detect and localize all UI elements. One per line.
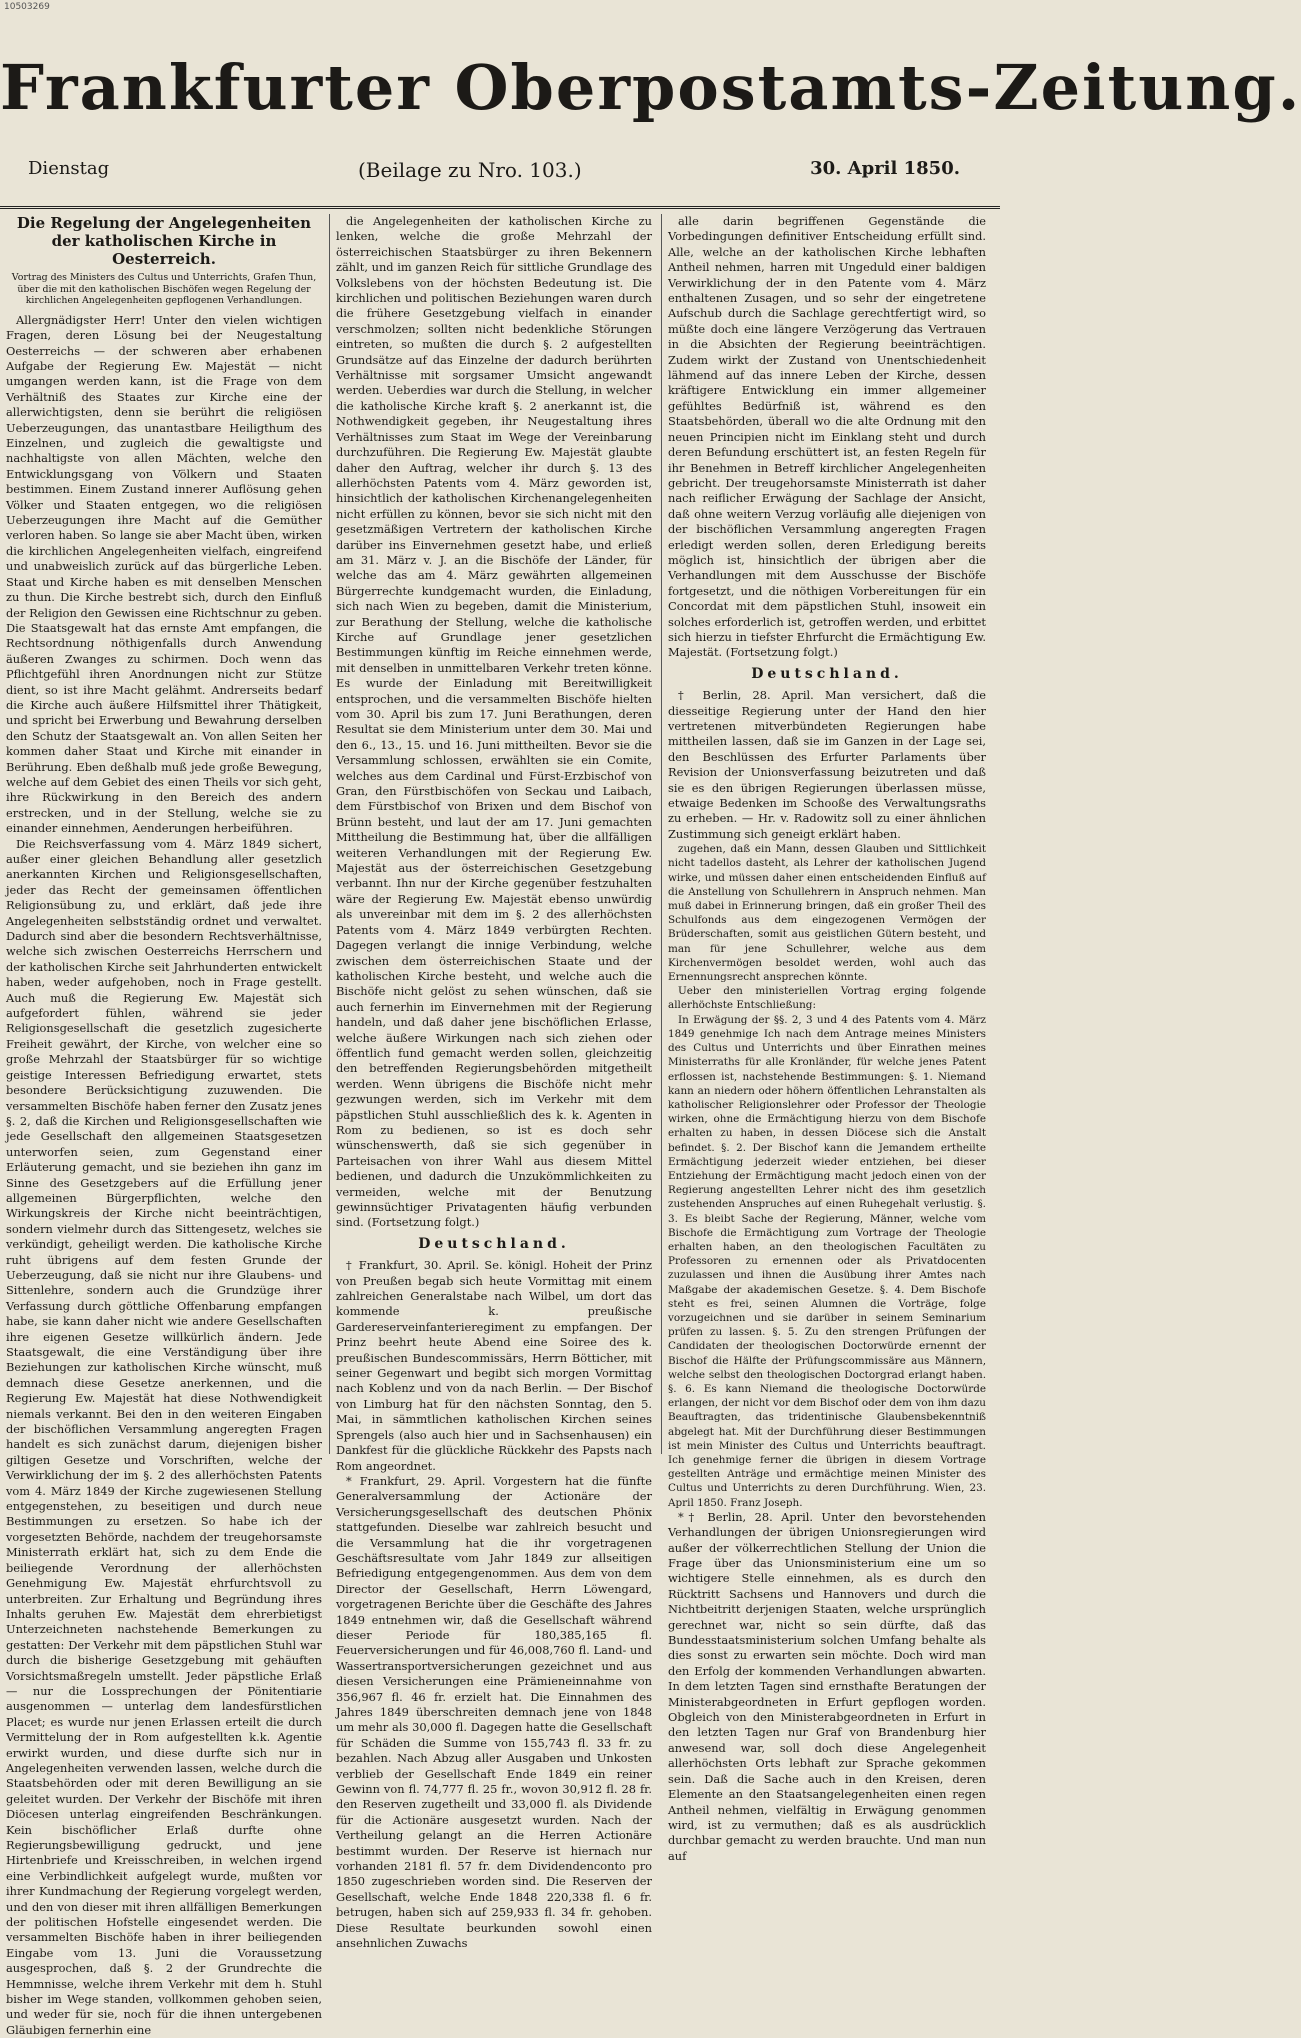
news-item: Ueber den ministeriellen Vortrag erging folgende allerhöchste Entschließung: <box>668 985 986 1012</box>
news-item: * Frankfurt, 29. April. Vorgestern hat die fünfte Generalversammlung der Actionäre der Versicherungsgesellschaft des deutschen Phönix stattgefunden. Dieselbe war zahlreich besucht und die Versammlung hat die ihr vorgetragenen Geschäftsresultate vom Jahr 1849 zur allseitigen Befriedigung entgegengenommen. Aus dem von dem Director der Gesellschaft, Herrn Löwengard, vorgetragenen Berichte über die Geschäfte des Jahres 1849 entnehmen wir, daß die Gesellschaft während dieser Periode für 180,385,165 fl. Feuerversicherungen und für 46,008,760 fl. Land- und Wassertransportversicherungen gezeichnet und aus diesen Versicherungen eine Prämieneinnahme von 356,967 fl. 46 fr. erzielt hat. Die Einnahmen des Jahres 1849 überschreiten demnach jene von 1848 um mehr als 30,000 fl. Dagegen hatte die Gesellschaft für Schäden die Summe von 155,743 fl. 33 fr. zu bezahlen. Nach Abzug aller Ausgaben und Unkosten verblieb der Gesellschaft Ende 1849 ein reiner Gewinn von fl. 74,777 fl. 25 fr., wovon 30,912 fl. 28 fr. den Reserven zugetheilt und 33,000 fl. als Dividende für die Actionäre ausgesetzt wurden. Nach der Vertheilung gelangt an die Herren Actionäre bestimmt wurden. Der Reserve ist hiernach nur vorhanden 2181 fl. 57 fr. dem Dividendenconto pro 1850 zugeschrieben worden sind. Die Reserven der Gesellschaft, welche Ende 1848 220,338 fl. 6 fr. betrugen, haben sich auf 259,933 fl. 34 fr. gehoben. Diese Resultate beurkunden sowohl einen ansehnlichen Zuwachs <box>336 1473 652 1951</box>
masthead-rule <box>0 206 1000 209</box>
section-heading-deutschland: Deutschland. <box>751 665 903 682</box>
issue-date: 30. April 1850. <box>810 158 960 179</box>
archive-id: 10503269 <box>4 2 50 12</box>
article-paragraph: die Angelegenheiten der katholischen Kirche zu lenken, welche die große Mehrzahl der österreichischen Staatsbürger zu ihren Bekennern zählt, und im ganzen Reich für sittliche Grundlage des Volkslebens von der höchsten Bedeutung ist. Die kirchlichen und politischen Beziehungen waren durch die frühere Gesetzgebung vielfach in einander verschmolzen; sollten nicht bedenkliche Störungen eintreten, so mußten die durch §. 2 aufgestellten Grundsätze auf das Einzelne der dadurch berührten Verhältnisse mit sorgsamer Umsicht angewandt werden. Ueberdies war durch die Stellung, in welcher die katholische Kirche kraft §. 2 anerkannt ist, die Nothwendigkeit gegeben, ihr Neugestaltung ihres Verhältnisses zum Staat im Wege der Vereinbarung durchzuführen. Die Regierung Ew. Majestät glaubte daher den Auftrag, welcher ihr durch §. 13 des allerhöchsten Patents vom 4. März geworden ist, hinsichtlich der katholischen Kirchenangelegenheiten nicht erfüllen zu können, bevor sie sich nicht mit den gesetzmäßigen Vertretern der katholischen Kirche darüber ins Einvernehmen gesetzt habe, und erließ am 31. März v. J. an die Bischöfe der Länder, für welche das am 4. März gewährten allgemeinen Bürgerrechte kundgemacht wurden, die Einladung, sich nach Wien zu begeben, damit die Ministerium, zur Berathung der Stellung, welche die katholische Kirche auf Grundlage jener gesetzlichen Bestimmungen künftig im Reiche einnehmen werde, mit denselben in unmittelbaren Verkehr treten könne. Es wurde der Einladung mit Bereitwilligkeit entsprochen, und die versammelten Bischöfe hielten vom 30. April bis zum 17. Juni Berathungen, deren Resultat sie dem Ministerium unter dem 30. Mai und den 6., 13., 15. und 16. Juni mittheilten. Bevor sie die Versammlung schlossen, erwählten sie ein Comite, welches aus dem Cardinal und Fürst-Erzbischof von Gran, den Fürstbischöfen von Seckau und Laibach, dem Fürstbischof von Brixen und dem Bischof von Brünn besteht, und laut der am 17. Juni gemachten Mittheilung die Bestimmung hat, über die allfälligen weiteren Verhandlungen mit der Regierung Ew. Majestät aus der österreichischen Gesetzgebung verbannt. Ihn nur der Kirche gegenüber festzuhalten wäre der Regierung Ew. Majestät ebenso unwürdig als unvereinbar mit dem im §. 2 des allerhöchsten Patents vom 4. März 1849 verbürgten Rechten. Dagegen verlangt die innige Verbindung, welche zwischen dem österreichischen Staate und der katholischen Kirche besteht, und welche auch die Bischöfe nicht gelöst zu sehen wünschen, daß sie auch fernerhin im Einvernehmen mit der Regierung handeln, und daß daher jene bischöflichen Erlasse, welche äußere Wirkungen nach sich ziehen oder öffentlich fund gemacht werden sollen, gleichzeitig den betreffenden Regierungsbehörden mitgetheilt werden. Wenn übrigens die Bischöfe nicht mehr gezwungen werden, sich im Verkehr mit dem päpstlichen Stuhl ausschließlich des k. k. Agenten in Rom zu bedienen, so ist es doch sehr wünschenswerth, daß sie sich gegenüber in Parteisachen von ihrer Wahl aus diesem Mittel bedienen, und dadurch die Unzukömmlichkeiten zu vermeiden, welche mit der Benutzung gewinnsüchtiger Privatagenten häufig verbunden sind. (Fortsetzung folgt.) <box>336 214 652 1230</box>
article-paragraph: alle darin begriffenen Gegenstände die Vorbedingungen definitiver Entscheidung erfüllt sind. Alle, welche an der katholischen Kirche lebhaften Antheil nehmen, harren mit Ungeduld einer baldigen Verwirklichung der in den Patente vom 4. März enthaltenen Zusagen, und so sehr der eingetretene Aufschub durch die Sachlage gerechtfertigt wird, so müßte doch eine längere Verzögerung das Vertrauen in die Absichten der Regierung beeinträchtigen. Zudem wirkt der Zustand von Unentschiedenheit lähmend auf das innere Leben der Kirche, dessen kräftigere Entwicklung ein immer allgemeiner gefühltes Bedürfniß ist, während es den Staatsbehörden, überall wo die alte Ordnung mit den neuen Principien nicht im Einklang steht und durch deren Befundung erschüttert ist, an festen Regeln für ihr Benehmen in Betreff kirchlicher Angelegenheiten gebricht. Der treugehorsamste Ministerrath ist daher nach reiflicher Erwägung der Sachlage der Ansicht, daß ohne weitern Verzug vorläufig alle diejenigen von der bischöflichen Versammlung angeregten Fragen erledigt werden sollen, deren Erledigung bereits möglich ist, hinsichtlich der übrigen aber die Verhandlungen mit dem Ausschusse der Bischöfe fortgesetzt, und die nöthigen Vorbereitungen für ein Concordat mit dem päpstlichen Stuhl, insoweit ein solches erforderlich ist, getroffen werden, und erbittet sich hierzu in tiefster Ehrfurcht die Ermächtigung Ew. Majestät. (Fortsetzung folgt.) <box>668 214 986 660</box>
article-headline: Die Regelung der Angelegenheiten der katholischen Kirche in Oesterreich. <box>16 214 312 268</box>
news-item: † Frankfurt, 30. April. Se. königl. Hoheit der Prinz von Preußen begab sich heute Vormittag mit einem zahlreichen Generalstabe nach Wilbel, um dort das kommende k. preußische Gardereserveinfanterieregiment zu empfangen. Der Prinz beehrt heute Abend eine Soiree des k. preußischen Bundescommissärs, Herrn Bötticher, mit seiner Gegenwart und begibt sich morgen Vormittag nach Koblenz und von da nach Berlin. — Der Bischof von Limburg hat für den nächsten Sonntag, den 5. Mai, in sämmtlichen katholischen Kirchen seines Sprengels (also auch hier und in Sachsenhausen) ein Dankfest für die glückliche Rückkehr des Papsts nach Rom angeordnet. <box>336 1258 652 1473</box>
article-paragraph: Allergnädigster Herr! Unter den vielen wichtigen Fragen, deren Lösung bei der Neugestaltung Oesterreichs — der schweren aber erhabenen Aufgabe der Regierung Ew. Majestät — nicht umgangen werden kann, ist die Frage von dem Verhältniß des Staates zur Kirche eine der allerwichtigsten, denn sie berührt die religiösen Ueberzeugungen, das unantastbare Heiligthum des Einzelnen, und zugleich die gewaltigste und nachhaltigste von allen Mächten, welche den Entwicklungsgang von Völkern und Staaten bestimmen. Einem Zustand innerer Auflösung gehen Völker und Staaten entgegen, wo die religiösen Ueberzeugungen ihre Macht auf die Gemüther verloren haben. So lange sie aber Macht üben, wirken die kirchlichen Angelegenheiten vielfach, eingreifend und unabweislich zurück auf das bürgerliche Leben. Staat und Kirche haben es mit denselben Menschen zu thun. Die Kirche bestrebt sich, durch den Einfluß der Religion den Gewissen eine Richtschnur zu geben. Die Staatsgewalt hat das ernste Amt empfangen, die Rechtsordnung nöthigenfalls durch Anwendung äußeren Zwanges zu schirmen. Doch wenn das Pflichtgefühl ihren Anordnungen nicht zur Stütze dient, so ist ihre Macht gelähmt. Andrerseits bedarf die Kirche auch äußere Hilfsmittel ihrer Thätigkeit, und spricht bei Erwerbung und Bewahrung derselben den Schutz der Staatsgewalt an. Von allen Seiten her kommen daher Staat und Kirche mit einander in Berührung. Eben deßhalb muß jede große Bewegung, welche auf dem Gebiet des einen Theils vor sich geht, ihre Rückwirkung in den Bereich des andern erstrecken, und in der Stellung, welche sie zu einander einnehmen, Aenderungen herbeiführen. <box>6 312 322 836</box>
news-item: In Erwägung der §§. 2, 3 und 4 des Patents vom 4. März 1849 genehmige Ich nach dem Antrage meines Ministers des Cultus und Unterrichts und über Einrathen meines Ministerraths für alle Kronländer, für welche jenes Patent erflossen ist, nachstehende Bestimmungen: §. 1. Niemand kann an niedern oder höhern öffentlichen Lehranstalten als katholischer Religionslehrer oder Professor der Theologie wirken, ohne die Ermächtigung hierzu von dem Bischofe erhalten zu haben, in dessen Diöcese sich die Anstalt befindet. §. 2. Der Bischof kann die Jemandem ertheilte Ermächtigung jederzeit wieder entziehen, bei dieser Entziehung der Ermächtigung macht jedoch einen von der Regierung angestellten Lehrer nicht des ihm gesetzlich zustehenden Anspruches auf einen Ruhegehalt verlustig. §. 3. Es bleibt Sache der Regierung, Männer, welche vom Bischofe die Ermächtigung zum Vortrage der Theologie erhalten haben, an den theologischen Facultäten zu Professoren zu ernennen oder als Privatdocenten zuzulassen und ihnen die Ausübung ihrer Amtes nach Maßgabe der akademischen Gesetze. §. 4. Dem Bischofe steht es frei, seinen Alumnen die Vorträge, folge vorzugeichnen und sie darüber in seinem Seminarium prüfen zu lassen. §. 5. Zu den strengen Prüfungen der Candidaten der theologischen Doctorwürde ernennt der Bischof die Hälfte der Prüfungscommissäre aus Männern, welche selbst den theologischen Doctorgrad erlangt haben. §. 6. Es kann Niemand die theologische Doctorwürde erlangen, der nicht vor dem Bischof oder dem von ihm dazu Beauftragten, das tridentinische Glaubensbekenntniß abgelegt hat. Mit der Durchführung dieser Bestimmungen ist mein Minister des Cultus und Unterrichts beauftragt. Ich genehmige ferner die übrigen in diesem Vortrage gestellten Anträge und ermächtige meinen Minister des Cultus und Unterrichts zu deren Durchführung. Wien, 23. April 1850. Franz Joseph. <box>668 1013 986 1509</box>
news-item: zugehen, daß ein Mann, dessen Glauben und Sittlichkeit nicht tadellos dasteht, als Lehrer der katholischen Jugend wirke, und müssen daher einen entscheidenden Einfluß auf die Anstellung von Schullehrern in Anspruch nehmen. Man muß dabei in Erinnerung bringen, daß ein großer Theil des Schulfonds aus dem eingezogenen Vermögen der Brüderschaften, somit aus geistlichen Gütern besteht, und man für jene Schullehrer, welche aus dem Kirchenvermögen besoldet werden, wohl auch das Ernennungsrecht ansprechen könnte. <box>668 843 986 984</box>
dateline <box>28 158 960 188</box>
column-1 <box>6 214 322 2037</box>
section-heading-deutschland: Deutschland. <box>418 1235 570 1252</box>
supplement-number: (Beilage zu Nro. 103.) <box>358 158 582 182</box>
article-subhead: Vortrag des Ministers des Cultus und Unterrichts, Grafen Thun, über die mit den katholischen Bischöfen wegen Regelung der kirchlichen Angelegenheiten gepflogenen Verhandlungen. <box>11 272 317 307</box>
article-paragraph: Die Reichsverfassung vom 4. März 1849 sichert, außer einer gleichen Behandlung aller gesetzlich anerkannten Kirchen und Religionsgesellschaften, jeder das Recht der gemeinsamen öffentlichen Religionsübung zu, und erklärt, daß jede ihre Angelegenheiten selbstständig ordnet und verwaltet. Dadurch sind aber die besondern Rechtsverhältnisse, welche sich zwischen Oesterreichs Herrschern und der katholischen Kirche seit Jahrhunderten entwickelt haben, weder aufgehoben, noch in Frage gestellt. Auch muß die Regierung Ew. Majestät sich aufgefordert fühlen, während sie jeder Religionsgesellschaft die gesetzlich zugesicherte Freiheit gewährt, der Kirche, von welcher eine so große Mehrzahl der Staatsbürger für so wichtige geistige Interessen Befriedigung erwartet, stets besondere Berücksichtigung zuzuwenden. Die versammelten Bischöfe haben ferner den Zusatz jenes §. 2, daß die Kirchen und Religionsgesellschaften wie jede Gesellschaft den allgemeinen Staatsgesetzen unterworfen seien, zum Gegenstand einer Erläuterung gemacht, und sie beziehen ihn ganz im Sinne des Gesetzgebers auf die Erfüllung jener allgemeinen Bürgerpflichten, welche den Wirkungskreis der Kirche nicht beeinträchtigen, sondern vielmehr durch das Sittengesetz, welches sie verkündigt, geheiligt werden. Die katholische Kirche ruht übrigens auf dem festen Grunde der Ueberzeugung, daß sie nicht nur ihre Glaubens- und Sittenlehre, sondern auch die Grundzüge ihrer Verfassung durch göttliche Offenbarung empfangen habe, sie kann daher nicht wie andere Gesellschaften ihre eigenen Gesetze willkürlich ändern. Jede Staatsgewalt, die eine Verständigung über ihre Beziehungen zur katholischen Kirche wünscht, muß demnach diese Gesetze anerkennen, und die Regierung Ew. Majestät hat diese Nothwendigkeit niemals verkannt. Bei den in den weiteren Eingaben der bischöflichen Versammlung angeregten Fragen handelt es sich zunächst darum, diejenigen bisher giltigen Gesetze und Vorschriften, welche der Verwirklichung der im §. 2 des allerhöchsten Patents vom 4. März 1849 der Kirche zugewiesenen Stellung entgegenstehen, zu beseitigen und durch neue Bestimmungen zu ersetzen. So habe ich der vorgesetzten Behörde, nachdem der treugehorsamste Ministerrath erklärt hat, sich zu dem Ende die beiliegende Verordnung der allerhöchsten Genehmigung Ew. Majestät ehrfurchtsvoll zu unterbreiten. Zur Erhaltung und Begründung ihres Inhalts geruhen Ew. Majestät dem ehrerbietigst Unterzeichneten nachstehende Bemerkungen zu gestatten: Der Verkehr mit dem päpstlichen Stuhl war durch die bisherige Gesetzgebung mit gehäuften Vorsichtsmaßregeln umstellt. Jeder päpstliche Erlaß — nur die Lossprechungen der Pönitentiarie ausgenommen — unterlag dem landesfürstlichen Placet; es wurde nur jenen Erlassen erteilt die durch Vermittelung der in Rom aufgestellten k.k. Agentie erwirkt wurden, und diese durfte sich nur in Angelegenheiten verwenden lassen, welche durch die Staatsbehörden oder mit deren Bewilligung an sie geleitet wurden. Der Verkehr der Bischöfe mit ihren Diöcesen unterlag eingreifenden Beschränkungen. Kein bischöflicher Erlaß durfte ohne Regierungsbewilligung gedruckt, und jene Hirtenbriefe und Kreisschreiben, in welchen irgend eine Verbindlichkeit aufgelegt wurde, mußten vor ihrer Kundmachung der Regierung vorgelegt werden, und den von dieser mit ihren allfälligen Bemerkungen der politischen Hofstelle eingesendet werden. Die versammelten Bischöfe haben in ihrer beiliegenden Eingabe vom 13. Juni die Voraussetzung ausgesprochen, daß §. 2 der Grundrechte die Hemmnisse, welche ihrem Verkehr mit dem h. Stuhl bisher im Wege standen, vollkommen gehoben seien, und weder für sie, noch für die ihnen untergebenen Gläubigen fernerhin eine <box>6 836 322 2037</box>
column-divider <box>329 214 330 1454</box>
issue-day: Dienstag <box>28 158 110 179</box>
column-3 <box>668 214 986 1863</box>
news-item: † Berlin, 28. April. Man versichert, daß die diesseitige Regierung unter der Hand den hier vertretenen mitverbündeten Regierungen habe mittheilen lassen, daß sie im Ganzen in der Lage sei, den Beschlüssen des Erfurter Parlaments über Revision der Unionsverfassung beizutreten und daß sie es den übrigen Regierungen überlassen müsse, etwaige Bedenken im Schooße des Verwaltungsraths zu erheben. — Hr. v. Radowitz soll zu einer ähnlichen Zustimmung sich geneigt erklärt haben. <box>668 688 986 841</box>
masthead-title: Frankfurter Oberpostamts-Zeitung. <box>0 51 1301 124</box>
news-item: *† Berlin, 28. April. Unter den bevorstehenden Verhandlungen der übrigen Unionsregierungen wird außer der völkerrechtlichen Stellung der Union die Frage über das Unionsministerium eine um so wichtigere Stelle einnehmen, als es durch den Rücktritt Sachsens und Hannovers und durch die Nichtbeitritt derjenigen Staaten, welche ursprünglich gerechnet war, nicht so sein dürfte, daß das Bundesstaatsministerium solchen Umfang behalte als dies sonst zu erwarten sein möchte. Doch wird man den Erfolg der kommenden Verhandlungen abwarten. In dem letzten Tagen sind ernsthafte Beratungen der Ministerabgeordneten in Erfurt gepflogen worden. Obgleich von den Ministerabgeordneten in Erfurt in den letzten Tagen nur Graf von Brandenburg hier anwesend war, soll doch diese Angelegenheit allerhöchsten Orts lebhaft zur Sprache gekommen sein. Daß die Sache auch in den Kreisen, deren Elemente an den Staatsangelegenheiten einen regen Antheil nehmen, vielfältig in Erwägung genommen wird, ist zu vermuthen; daß es als ausdrücklich durchbar gemacht zu werden brauchte. Und man nun auf <box>668 1509 986 1863</box>
column-2 <box>336 214 652 1951</box>
column-divider <box>661 214 662 1454</box>
